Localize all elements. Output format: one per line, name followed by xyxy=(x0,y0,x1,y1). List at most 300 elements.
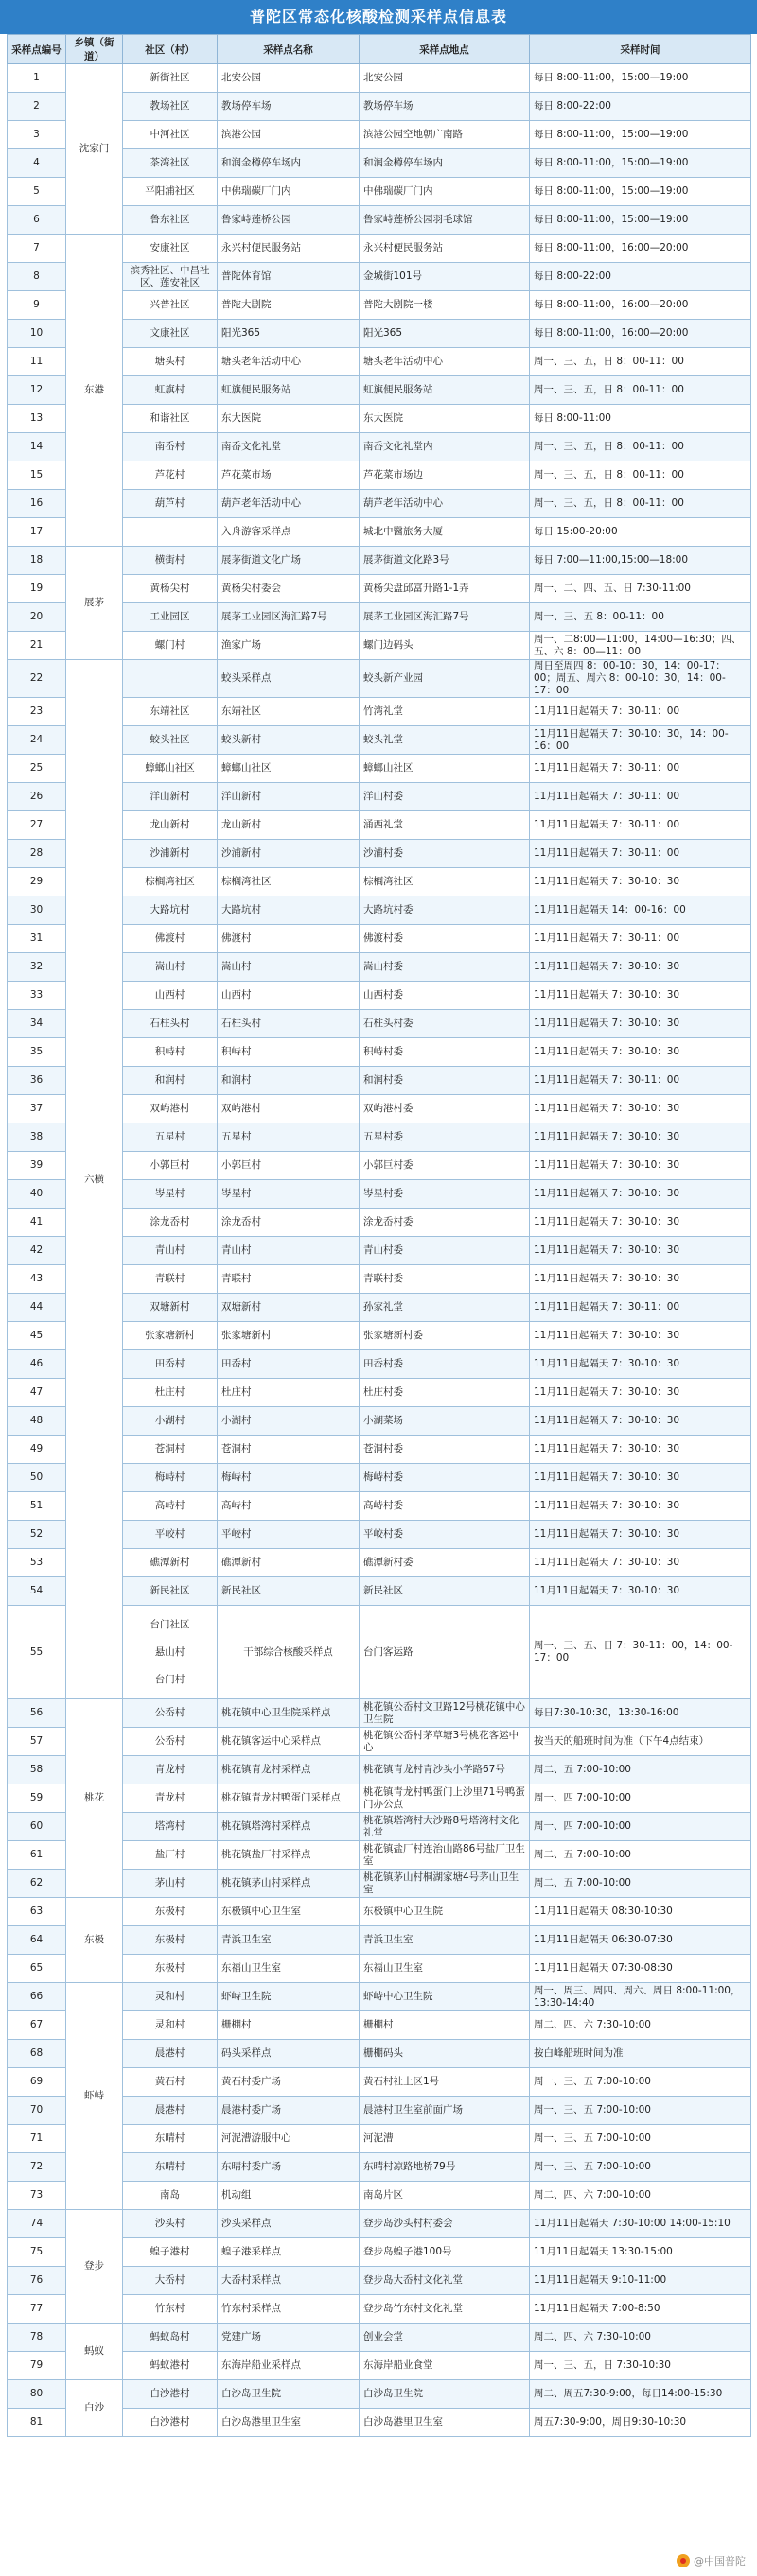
site-number-cell: 59 xyxy=(8,1784,66,1813)
sampling-time-cell: 11月11日起隔天 7：30-10：30 xyxy=(530,1350,751,1379)
site-location-cell: 苍洞村委 xyxy=(360,1436,530,1464)
site-location-cell: 河泥漕 xyxy=(360,2125,530,2153)
site-name-cell: 芦花菜市场 xyxy=(218,461,360,490)
site-number-cell: 23 xyxy=(8,698,66,726)
town-cell: 六横 xyxy=(66,660,123,1699)
site-number-cell: 30 xyxy=(8,896,66,925)
table-row xyxy=(8,660,751,698)
site-number-cell: 73 xyxy=(8,2182,66,2210)
site-number-cell: 36 xyxy=(8,1067,66,1095)
community-cell: 龙山新村 xyxy=(123,811,218,840)
site-location-cell: 塘头老年活动中心 xyxy=(360,348,530,376)
sampling-time-cell: 11月11日起隔天 7：30-10：30 xyxy=(530,1010,751,1038)
town-cell: 东极 xyxy=(66,1898,123,1983)
site-location-cell: 张家塘新村委 xyxy=(360,1322,530,1350)
site-number-cell: 60 xyxy=(8,1813,66,1841)
site-name-cell: 平峧村 xyxy=(218,1521,360,1549)
site-number-cell: 35 xyxy=(8,1038,66,1067)
community-cell: 梅峙村 xyxy=(123,1464,218,1492)
community-cell xyxy=(123,1606,218,1699)
site-name-cell: 张家塘新村 xyxy=(218,1322,360,1350)
header-site-location: 采样点地点 xyxy=(360,35,530,64)
site-location-cell: 白沙岛港里卫生室 xyxy=(360,2409,530,2437)
page-title: 普陀区常态化核酸检测采样点信息表 xyxy=(0,0,757,34)
site-number-cell: 70 xyxy=(8,2097,66,2125)
site-number-cell: 75 xyxy=(8,2238,66,2267)
community-cell: 横街村 xyxy=(123,547,218,575)
site-number-cell: 68 xyxy=(8,2040,66,2068)
site-location-cell: 蛟头礼堂 xyxy=(360,726,530,755)
community-cell: 五星村 xyxy=(123,1123,218,1152)
sampling-time-cell: 每日 8:00-11:00，15:00—19:00 xyxy=(530,206,751,235)
site-number-cell: 5 xyxy=(8,178,66,206)
site-location-cell: 孙家礼堂 xyxy=(360,1294,530,1322)
site-location-cell: 登步岛蝗子港100号 xyxy=(360,2238,530,2267)
site-location-cell: 嵩山村委 xyxy=(360,953,530,982)
community-cell: 兴普社区 xyxy=(123,291,218,320)
community-cell: 沙头村 xyxy=(123,2210,218,2238)
sampling-time-cell: 每日 15:00-20:00 xyxy=(530,518,751,547)
table-row xyxy=(8,235,751,263)
table-row xyxy=(8,2324,751,2352)
sampling-time-cell: 周二、四、六 7:00-10:00 xyxy=(530,2182,751,2210)
community-cell: 积峙村 xyxy=(123,1038,218,1067)
community-cell: 小郭巨村 xyxy=(123,1152,218,1180)
sampling-time-cell: 11月11日起隔天 7：30-10：30，14：00-16：00 xyxy=(530,726,751,755)
town-cell: 白沙 xyxy=(66,2380,123,2437)
site-name-cell: 晨港村委广场 xyxy=(218,2097,360,2125)
site-location-cell: 创业会堂 xyxy=(360,2324,530,2352)
community-cell: 东极村 xyxy=(123,1955,218,1983)
town-cell: 展茅 xyxy=(66,547,123,660)
site-location-cell: 沙浦村委 xyxy=(360,840,530,868)
site-number-cell: 12 xyxy=(8,376,66,405)
sampling-time-cell: 11月11日起隔天 7：30-11：00 xyxy=(530,698,751,726)
site-number-cell: 77 xyxy=(8,2295,66,2324)
site-number-cell: 43 xyxy=(8,1265,66,1294)
site-location-cell: 滨港公园空地朝广南路 xyxy=(360,121,530,149)
sampling-time-cell: 11月11日起隔天 7:30-10:00 14:00-15:10 xyxy=(530,2210,751,2238)
site-name-cell: 普陀体育馆 xyxy=(218,263,360,291)
site-location-cell: 新民社区 xyxy=(360,1577,530,1606)
site-number-cell: 17 xyxy=(8,518,66,547)
sampling-time-cell: 11月11日起隔天 7：30-10：30 xyxy=(530,1379,751,1407)
community-cell: 田岙村 xyxy=(123,1350,218,1379)
site-name-cell: 五星村 xyxy=(218,1123,360,1152)
site-number-cell: 74 xyxy=(8,2210,66,2238)
site-number-cell: 45 xyxy=(8,1322,66,1350)
site-number-cell: 18 xyxy=(8,547,66,575)
site-number-cell: 48 xyxy=(8,1407,66,1436)
site-location-cell: 涌西礼堂 xyxy=(360,811,530,840)
community-cell: 青龙村 xyxy=(123,1756,218,1784)
site-number-cell: 7 xyxy=(8,235,66,263)
site-name-cell: 葫芦老年活动中心 xyxy=(218,490,360,518)
site-number-cell: 20 xyxy=(8,603,66,632)
sampling-time-cell: 周二、四、六 7:30-10:00 xyxy=(530,2011,751,2040)
town-cell: 蚂蚁 xyxy=(66,2324,123,2380)
community-cell xyxy=(123,518,218,547)
site-location-cell: 田岙村委 xyxy=(360,1350,530,1379)
community-cell: 蝗子港村 xyxy=(123,2238,218,2267)
site-location-cell: 白沙岛卫生院 xyxy=(360,2380,530,2409)
header-site-number: 采样点编号 xyxy=(8,35,66,64)
community-cell: 和谐社区 xyxy=(123,405,218,433)
site-location-cell: 城北中醫旅务大厦 xyxy=(360,518,530,547)
community-cell: 白沙港村 xyxy=(123,2409,218,2437)
table-body xyxy=(8,64,751,2437)
site-location-cell: 桃花镇青龙村鸭蛋门上沙里71号鸭蛋门办公点 xyxy=(360,1784,530,1813)
site-name-cell: 蛟头采样点 xyxy=(218,660,360,698)
site-number-cell: 19 xyxy=(8,575,66,603)
sampling-time-cell: 按白峰船班时间为准 xyxy=(530,2040,751,2068)
site-number-cell: 24 xyxy=(8,726,66,755)
sampling-time-cell: 周一、三、五，日 8：00-11：00 xyxy=(530,376,751,405)
site-location-cell: 北安公园 xyxy=(360,64,530,93)
site-name-cell: 田岙村 xyxy=(218,1350,360,1379)
sampling-time-cell: 按当天的船班时间为准（下午4点结束） xyxy=(530,1728,751,1756)
site-name-cell: 河泥漕游服中心 xyxy=(218,2125,360,2153)
site-number-cell: 26 xyxy=(8,783,66,811)
sampling-time-cell: 11月11日起隔天 7：30-10：30 xyxy=(530,1180,751,1209)
site-name-cell: 东福山卫生室 xyxy=(218,1955,360,1983)
site-number-cell: 13 xyxy=(8,405,66,433)
community-cell: 滨秀社区、中昌社区、莲安社区 xyxy=(123,263,218,291)
site-location-cell: 和润村委 xyxy=(360,1067,530,1095)
site-location-cell: 教场停车场 xyxy=(360,93,530,121)
site-location-cell: 东福山卫生室 xyxy=(360,1955,530,1983)
site-location-cell: 登步岛沙头村村委会 xyxy=(360,2210,530,2238)
community-cell: 芦花村 xyxy=(123,461,218,490)
sampling-time-cell: 周一、四 7:00-10:00 xyxy=(530,1784,751,1813)
site-name-cell: 嵩山村 xyxy=(218,953,360,982)
site-location-cell: 佛渡村委 xyxy=(360,925,530,953)
community-cell: 公岙村 xyxy=(123,1728,218,1756)
community-cell: 东极村 xyxy=(123,1898,218,1926)
community-cell: 小湖村 xyxy=(123,1407,218,1436)
site-name-cell: 礁潭新村 xyxy=(218,1549,360,1577)
site-name-cell: 龙山新村 xyxy=(218,811,360,840)
site-name-cell: 南岙文化礼堂 xyxy=(218,433,360,461)
site-number-cell: 67 xyxy=(8,2011,66,2040)
site-number-cell: 1 xyxy=(8,64,66,93)
site-name-cell: 东靖社区 xyxy=(218,698,360,726)
site-location-cell: 东晴村凉路地桥79号 xyxy=(360,2153,530,2182)
site-number-cell: 56 xyxy=(8,1699,66,1728)
site-number-cell: 78 xyxy=(8,2324,66,2352)
sampling-time-cell: 11月11日起隔天 7：30-10：30 xyxy=(530,1209,751,1237)
site-name-cell: 杜庄村 xyxy=(218,1379,360,1407)
community-cell: 文康社区 xyxy=(123,320,218,348)
site-name-cell: 和润村 xyxy=(218,1067,360,1095)
town-cell: 沈家门 xyxy=(66,64,123,235)
community-cell: 和润村 xyxy=(123,1067,218,1095)
site-name-cell: 竹东村采样点 xyxy=(218,2295,360,2324)
site-number-cell: 66 xyxy=(8,1983,66,2011)
table-row xyxy=(8,2210,751,2238)
site-name-cell: 滨港公园 xyxy=(218,121,360,149)
site-name-cell: 新民社区 xyxy=(218,1577,360,1606)
site-name-cell: 和润金樽停车场内 xyxy=(218,149,360,178)
site-number-cell: 21 xyxy=(8,632,66,660)
community-cell: 蛟头社区 xyxy=(123,726,218,755)
community-name: 悬山村 xyxy=(154,1645,185,1658)
sampling-time-cell: 周日至周四 8：00-10：30，14：00-17：00；周五、周六 8：00-10：30，14：00-17：00 xyxy=(530,660,751,698)
site-number-cell: 58 xyxy=(8,1756,66,1784)
community-cell: 南岛 xyxy=(123,2182,218,2210)
site-name-cell: 山西村 xyxy=(218,982,360,1010)
site-location-cell: 棕榈湾社区 xyxy=(360,868,530,896)
sampling-sites-table xyxy=(7,34,751,2437)
sampling-time-cell: 每日 8:00-11:00，15:00—19:00 xyxy=(530,64,751,93)
site-location-cell: 虹旗便民服务站 xyxy=(360,376,530,405)
sampling-time-cell: 周一、二、四、五、日 7:30-11:00 xyxy=(530,575,751,603)
town-cell: 登步 xyxy=(66,2210,123,2324)
site-name-cell: 大岙村采样点 xyxy=(218,2267,360,2295)
community-cell: 东晴村 xyxy=(123,2153,218,2182)
site-name-cell: 东极镇中心卫生室 xyxy=(218,1898,360,1926)
sampling-time-cell: 11月11日起隔天 14：00-16：00 xyxy=(530,896,751,925)
site-location-cell: 鲁家峙莲桥公园羽毛球馆 xyxy=(360,206,530,235)
site-name-cell: 白沙岛港里卫生室 xyxy=(218,2409,360,2437)
community-cell: 洋山新村 xyxy=(123,783,218,811)
sampling-time-cell: 周一、三、五，日 8：00-11：00 xyxy=(530,348,751,376)
sampling-time-cell: 11月11日起隔天 7：30-11：00 xyxy=(530,1294,751,1322)
sampling-time-cell: 周二、五 7:00-10:00 xyxy=(530,1756,751,1784)
site-number-cell: 10 xyxy=(8,320,66,348)
site-location-cell: 桃花镇青龙村青沙头小学路67号 xyxy=(360,1756,530,1784)
sampling-time-cell: 周一、三、五，日 7:30-10:30 xyxy=(530,2352,751,2380)
table-row xyxy=(8,1898,751,1926)
site-name-cell: 机动组 xyxy=(218,2182,360,2210)
community-cell: 螺门村 xyxy=(123,632,218,660)
community-cell: 新民社区 xyxy=(123,1577,218,1606)
sampling-time-cell: 11月11日起隔天 13:30-15:00 xyxy=(530,2238,751,2267)
community-cell: 东晴村 xyxy=(123,2125,218,2153)
sampling-time-cell: 周一、三、五 7:00-10:00 xyxy=(530,2125,751,2153)
community-cell: 蟑螂山社区 xyxy=(123,755,218,783)
site-number-cell: 50 xyxy=(8,1464,66,1492)
sampling-time-cell: 每日 7:00—11:00,15:00—18:00 xyxy=(530,547,751,575)
community-cell: 张家塘新村 xyxy=(123,1322,218,1350)
site-number-cell: 47 xyxy=(8,1379,66,1407)
community-cell: 涂龙岙村 xyxy=(123,1209,218,1237)
site-number-cell: 6 xyxy=(8,206,66,235)
community-cell: 黄杨尖村 xyxy=(123,575,218,603)
site-number-cell: 65 xyxy=(8,1955,66,1983)
sampling-time-cell: 11月11日起隔天 7:00-8:50 xyxy=(530,2295,751,2324)
site-location-cell: 和润金樽停车场内 xyxy=(360,149,530,178)
site-number-cell: 51 xyxy=(8,1492,66,1521)
sampling-time-cell: 11月11日起隔天 7：30-10：30 xyxy=(530,1038,751,1067)
site-name-cell: 双塘新村 xyxy=(218,1294,360,1322)
community-cell: 灵和村 xyxy=(123,2011,218,2040)
site-number-cell: 15 xyxy=(8,461,66,490)
site-location-cell: 岑星村委 xyxy=(360,1180,530,1209)
site-location-cell: 东极镇中心卫生院 xyxy=(360,1898,530,1926)
community-name: 台门村 xyxy=(154,1673,185,1685)
sampling-time-cell: 11月11日起隔天 7：30-11：00 xyxy=(530,811,751,840)
site-location-cell: 积峙村委 xyxy=(360,1038,530,1067)
town-cell: 桃花 xyxy=(66,1699,123,1898)
community-cell xyxy=(123,660,218,698)
community-cell: 青山村 xyxy=(123,1237,218,1265)
community-cell: 南岙村 xyxy=(123,433,218,461)
site-location-cell: 葫芦老年活动中心 xyxy=(360,490,530,518)
site-name-cell: 东大医院 xyxy=(218,405,360,433)
site-number-cell: 40 xyxy=(8,1180,66,1209)
sampling-time-cell: 周二、五 7:00-10:00 xyxy=(530,1870,751,1898)
sampling-time-cell: 周一、三、五，日 8：00-11：00 xyxy=(530,490,751,518)
site-number-cell: 72 xyxy=(8,2153,66,2182)
site-name-cell: 展茅工业园区海汇路7号 xyxy=(218,603,360,632)
site-location-cell: 展茅工业园区海汇路7号 xyxy=(360,603,530,632)
site-name-cell: 虹旗便民服务站 xyxy=(218,376,360,405)
site-name-cell: 桃花镇塔湾村采样点 xyxy=(218,1813,360,1841)
sampling-time-cell: 11月11日起隔天 7：30-10：30 xyxy=(530,1492,751,1521)
sampling-time-cell: 每日 8:00-11:00，15:00—19:00 xyxy=(530,149,751,178)
community-cell: 大路坑村 xyxy=(123,896,218,925)
community-cell: 灵和村 xyxy=(123,1983,218,2011)
site-name-cell: 北安公园 xyxy=(218,64,360,93)
community-cell: 苍洞村 xyxy=(123,1436,218,1464)
site-location-cell: 小湖菜场 xyxy=(360,1407,530,1436)
site-name-cell: 黄石村委广场 xyxy=(218,2068,360,2097)
community-cell: 工业园区 xyxy=(123,603,218,632)
site-name-cell: 桃花镇茅山村采样点 xyxy=(218,1870,360,1898)
table-row xyxy=(8,1983,751,2011)
site-location-cell: 礁潭新村委 xyxy=(360,1549,530,1577)
site-name-cell: 展茅街道文化广场 xyxy=(218,547,360,575)
site-number-cell: 8 xyxy=(8,263,66,291)
community-cell: 平阳浦社区 xyxy=(123,178,218,206)
site-number-cell: 79 xyxy=(8,2352,66,2380)
site-name-cell: 虾峙卫生院 xyxy=(218,1983,360,2011)
community-cell: 双塘新村 xyxy=(123,1294,218,1322)
site-location-cell: 黄杨尖盘邱富升路1-1弄 xyxy=(360,575,530,603)
community-cell: 葫芦村 xyxy=(123,490,218,518)
community-cell: 虹旗村 xyxy=(123,376,218,405)
site-location-cell: 洋山村委 xyxy=(360,783,530,811)
site-location-cell: 东大医院 xyxy=(360,405,530,433)
sampling-time-cell: 11月11日起隔天 7：30-10：30 xyxy=(530,1549,751,1577)
sampling-time-cell: 11月11日起隔天 7：30-11：00 xyxy=(530,783,751,811)
community-cell: 东靖社区 xyxy=(123,698,218,726)
site-name-cell: 白沙岛卫生院 xyxy=(218,2380,360,2409)
site-location-cell: 高峙村委 xyxy=(360,1492,530,1521)
site-number-cell: 11 xyxy=(8,348,66,376)
site-name-cell: 桃花镇青龙村采样点 xyxy=(218,1756,360,1784)
sampling-time-cell: 11月11日起隔天 7：30-10：30 xyxy=(530,1577,751,1606)
site-location-cell: 展茅街道文化路3号 xyxy=(360,547,530,575)
community-cell: 大岙村 xyxy=(123,2267,218,2295)
sampling-time-cell: 11月11日起隔天 08:30-10:30 xyxy=(530,1898,751,1926)
site-location-cell: 南岛片区 xyxy=(360,2182,530,2210)
site-name-cell: 永兴村便民服务站 xyxy=(218,235,360,263)
site-location-cell: 东海岸船业食堂 xyxy=(360,2352,530,2380)
site-number-cell: 46 xyxy=(8,1350,66,1379)
site-number-cell: 69 xyxy=(8,2068,66,2097)
site-name-cell: 桃花镇中心卫生院采样点 xyxy=(218,1699,360,1728)
community-cell: 白沙港村 xyxy=(123,2380,218,2409)
community-cell: 青联村 xyxy=(123,1265,218,1294)
site-location-cell: 桃花镇茅山村桐湖家塘4号茅山卫生室 xyxy=(360,1870,530,1898)
community-cell: 竹东村 xyxy=(123,2295,218,2324)
sampling-time-cell: 每日 8:00-11:00 xyxy=(530,405,751,433)
sampling-time-cell: 周一、二8:00—11:00，14:00—16:30；四、五、六 8：00—11：00 xyxy=(530,632,751,660)
site-number-cell: 37 xyxy=(8,1095,66,1123)
site-location-cell: 涂龙岙村委 xyxy=(360,1209,530,1237)
community-cell: 棕榈湾社区 xyxy=(123,868,218,896)
header-sampling-time: 采样时间 xyxy=(530,35,751,64)
site-number-cell: 53 xyxy=(8,1549,66,1577)
community-cell: 安康社区 xyxy=(123,235,218,263)
site-location-cell: 山西村委 xyxy=(360,982,530,1010)
table-row xyxy=(8,547,751,575)
site-name-cell: 桃花镇盐厂村采样点 xyxy=(218,1841,360,1870)
site-name-cell: 桃花镇青龙村鸭蛋门采样点 xyxy=(218,1784,360,1813)
site-location-cell: 台门客运路 xyxy=(360,1606,530,1699)
site-location-cell: 五星村委 xyxy=(360,1123,530,1152)
site-location-cell: 双屿港村委 xyxy=(360,1095,530,1123)
site-name-cell: 党建广场 xyxy=(218,2324,360,2352)
community-cell: 蚂蚁港村 xyxy=(123,2352,218,2380)
community-cell: 晨港村 xyxy=(123,2040,218,2068)
sampling-time-cell: 周五7:30-9:00，周日9:30-10:30 xyxy=(530,2409,751,2437)
site-location-cell: 杜庄村委 xyxy=(360,1379,530,1407)
site-location-cell: 螺门边码头 xyxy=(360,632,530,660)
site-name-cell: 涂龙岙村 xyxy=(218,1209,360,1237)
town-cell: 东港 xyxy=(66,235,123,547)
site-number-cell: 14 xyxy=(8,433,66,461)
community-cell: 茅山村 xyxy=(123,1870,218,1898)
site-location-cell: 青联村委 xyxy=(360,1265,530,1294)
watermark xyxy=(677,2553,746,2568)
sampling-time-cell: 11月11日起隔天 7：30-11：00 xyxy=(530,1067,751,1095)
header-site-name: 采样点名称 xyxy=(218,35,360,64)
sampling-time-cell: 周一、三、五 7:00-10:00 xyxy=(530,2068,751,2097)
sampling-time-cell: 周一、三、五 7:00-10:00 xyxy=(530,2097,751,2125)
sampling-time-cell: 周一、三、五 7:00-10:00 xyxy=(530,2153,751,2182)
sampling-time-cell: 11月11日起隔天 7：30-10：30 xyxy=(530,1152,751,1180)
table-row xyxy=(8,64,751,93)
sampling-time-cell: 每日 8:00-11:00，15:00—19:00 xyxy=(530,121,751,149)
site-name-cell: 黄杨尖村委会 xyxy=(218,575,360,603)
site-location-cell: 南岙文化礼堂内 xyxy=(360,433,530,461)
site-name-cell: 蟑螂山社区 xyxy=(218,755,360,783)
site-name-cell: 积峙村 xyxy=(218,1038,360,1067)
site-name-cell: 鲁家峙莲桥公园 xyxy=(218,206,360,235)
sampling-time-cell: 11月11日起隔天 7：30-10：30 xyxy=(530,1436,751,1464)
site-name-cell: 桃花镇客运中心采样点 xyxy=(218,1728,360,1756)
sampling-time-cell: 11月11日起隔天 7：30-11：00 xyxy=(530,925,751,953)
site-number-cell: 52 xyxy=(8,1521,66,1549)
site-location-cell: 芦花菜市场边 xyxy=(360,461,530,490)
community-cell: 茶湾社区 xyxy=(123,149,218,178)
site-name-cell: 大路坑村 xyxy=(218,896,360,925)
site-number-cell: 57 xyxy=(8,1728,66,1756)
table-row xyxy=(8,1699,751,1728)
community-cell: 教场社区 xyxy=(123,93,218,121)
community-cell: 高峙村 xyxy=(123,1492,218,1521)
sampling-time-cell: 周二、四、六 7:30-10:00 xyxy=(530,2324,751,2352)
sampling-time-cell: 每日 8:00-22:00 xyxy=(530,263,751,291)
site-name-cell: 双屿港村 xyxy=(218,1095,360,1123)
community-cell: 公岙村 xyxy=(123,1699,218,1728)
sampling-time-cell: 11月11日起隔天 7：30-10：30 xyxy=(530,1237,751,1265)
site-name-cell: 青山村 xyxy=(218,1237,360,1265)
site-location-cell: 桃花镇公岙村茅草塘3号桃花客运中心 xyxy=(360,1728,530,1756)
